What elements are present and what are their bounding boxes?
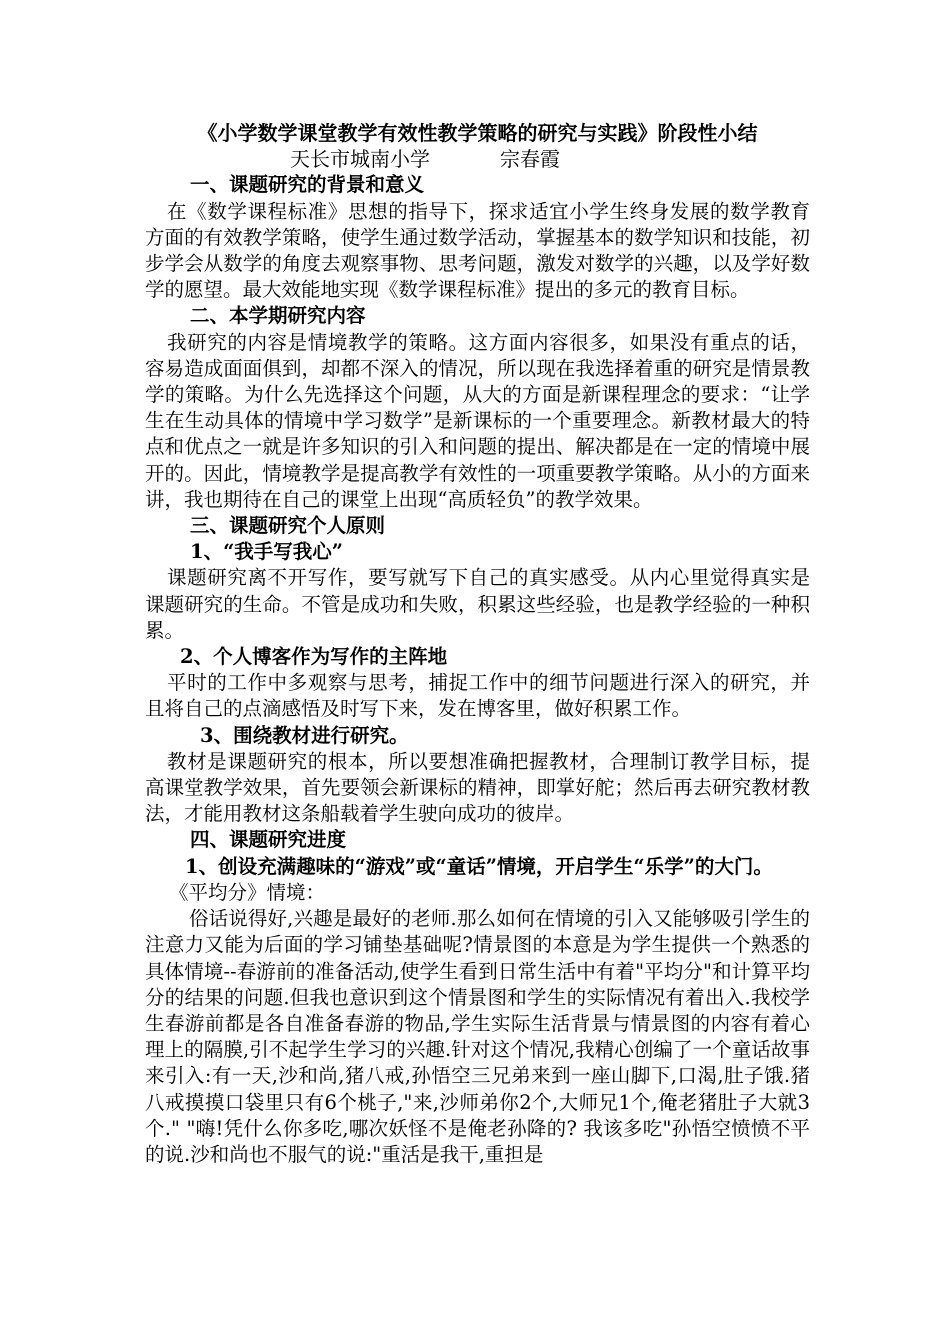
paragraph-label: 《平均分》情境： [169, 880, 326, 904]
subheading: 1、创设充满趣味的“游戏”或“童话”情境，开启学生“乐学”的大门。 [185, 854, 773, 878]
subheading: 1、“我手写我心” [190, 540, 344, 564]
section-heading-1: 一、课题研究的背景和意义 [190, 173, 425, 197]
school-name: 天长市城南小学 [290, 147, 430, 172]
subheading: 3、围绕教材进行研究。 [200, 723, 409, 747]
paragraph: 教材是课题研究的根本，所以要想准确把握教材，合理制订教学目标，提高课堂教学效果，首先要领会新课标的精神，即掌好舵；然后再去研究教材教法，才能用教材这条船载着学生驶向成功的彼岸。 [145, 749, 810, 826]
paragraph: 平时的工作中多观察与思考，捕捉工作中的细节问题进行深入的研究，并且将自己的点滴感悟及时写下来，发在博客里，做好积累工作。 [145, 671, 810, 721]
paragraph: 课题研究离不开写作，要写就写下自己的真实感受。从内心里觉得真实是课题研究的生命。不管是成功和失败，积累这些经验，也是教学经验的一种积累。 [145, 566, 810, 642]
section-heading-4: 四、课题研究进度 [190, 828, 347, 852]
section-heading-3: 三、课题研究个人原则 [190, 514, 386, 538]
document-page [145, 120, 810, 1168]
author-name: 宗春霞 [500, 147, 560, 172]
document-title: 《小学数学课堂教学有效性教学策略的研究与实践》阶段性小结 [197, 121, 758, 145]
subheading: 2、个人博客作为写作的主阵地 [180, 645, 448, 669]
byline [145, 146, 810, 172]
paragraph: 在《数学课程标准》思想的指导下，探求适宜小学生终身发展的数学教育方面的有效教学策略，使学生通过数学活动，掌握基本的数学知识和技能，初步学会从数学的角度去观察事物、思考问题，激发对数学的兴趣，以及学好数学的愿望。最大效能地实现《数学课程标准》提出的多元的教育目标。 [145, 199, 810, 302]
paragraph: 我研究的内容是情境教学的策略。这方面内容很多，如果没有重点的话，容易造成面面俱到，却都不深入的情况，所以现在我选择着重的研究是情景教学的策略。为什么先选择这个问题，从大的方面是新课程理念的要求：“让学生在生动具体的情境中学习数学”是新课标的一个重要理念。新教材最大的特点和优点之一就是许多知识的引入和问题的提出、解决都是在一定的情境中展开的。因此，情境教学是提高教学有效性的一项重要教学策略。从小的方面来讲，我也期待在自己的课堂上出现“高质轻负”的教学效果。 [145, 330, 810, 511]
paragraph: 俗话说得好,兴趣是最好的老师.那么如何在情境的引入又能够吸引学生的注意力又能为后面的学习铺垫基础呢?情景图的本意是为学生提供一个熟悉的具体情境--春游前的准备活动,使学生看到日常生活中有着"平均分"和计算平均分的结果的问题.但我也意识到这个情景图和学生的实际情况有着出入.我校学生春游前都是各自准备春游的物品,学生实际生活背景与情景图的内容有着心理上的隔膜,引不起学生学习的兴趣.针对这个情况,我精心创编了一个童话故事来引入:有一天,沙和尚,猪八戒,孙悟空三兄弟来到一座山脚下,口渴,肚子饿.猪八戒摸摸口袋里只有6个桃子,"来,沙师弟你2个,大师兄1个,俺老猪肚子大就3个." "嗨!凭什么你多吃,哪次妖怪不是俺老孙降的? 我该多吃"孙悟空愤愤不平的说.沙和尚也不服气的说:"重活是我干,重担是 [145, 907, 810, 1166]
section-heading-2: 二、本学期研究内容 [190, 304, 366, 328]
